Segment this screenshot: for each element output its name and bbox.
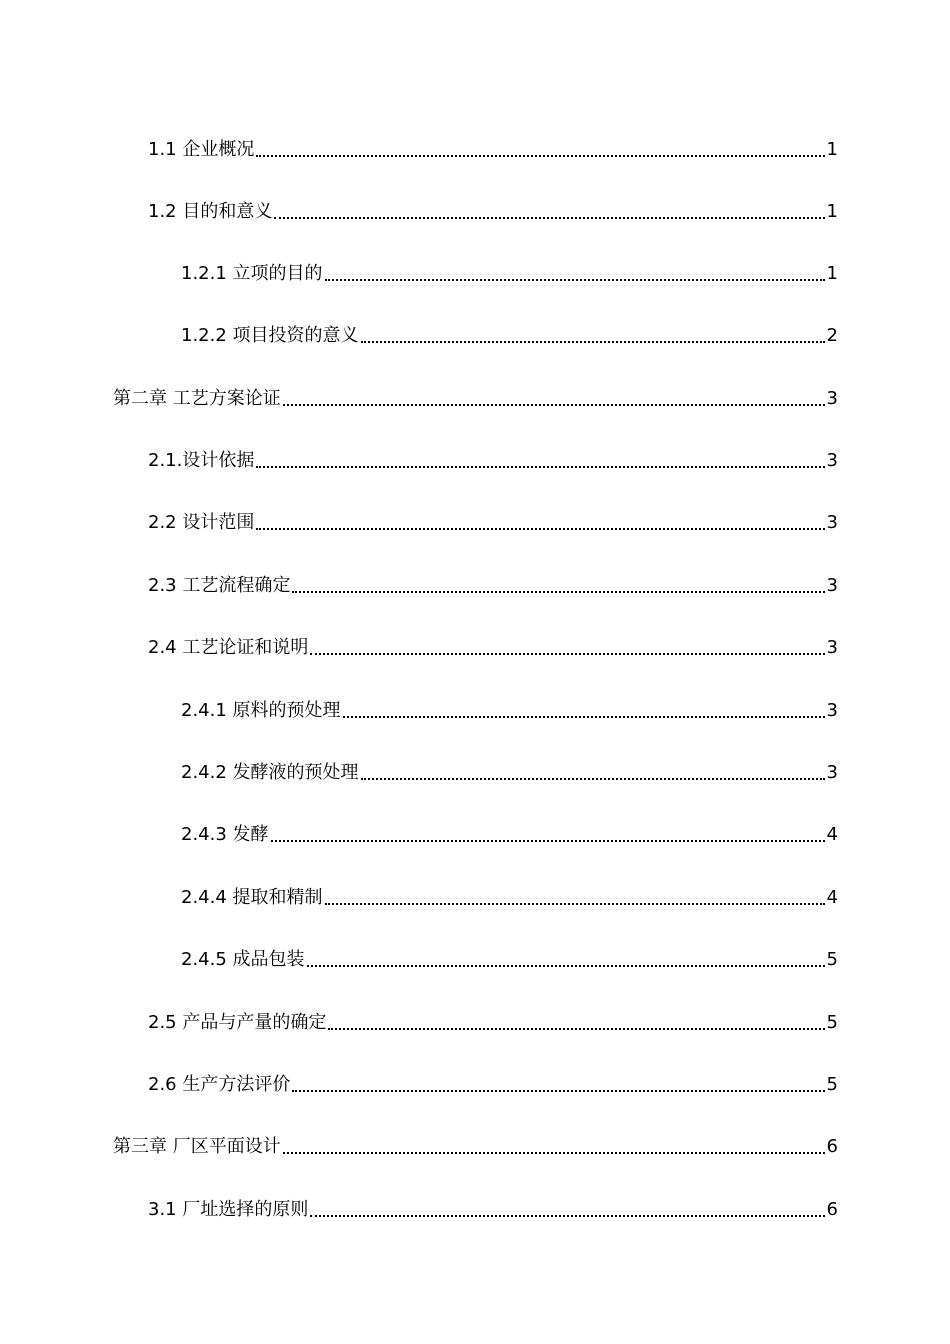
toc-leader-dots [292, 1090, 824, 1092]
toc-entry-title: 2.4.3 发酵 [181, 824, 269, 845]
toc-entry[interactable] [181, 821, 838, 849]
toc-entry[interactable] [181, 697, 838, 725]
toc-entry-title: 3.1 厂址选择的原则 [148, 1199, 309, 1220]
toc-leader-dots [328, 1028, 824, 1030]
toc-entry-page: 6 [826, 1136, 838, 1157]
toc-entry-title: 2.4 工艺论证和说明 [148, 637, 309, 658]
toc-entry-page: 5 [826, 949, 838, 970]
toc-entry-title: 2.5 产品与产量的确定 [148, 1012, 327, 1033]
toc-leader-dots [325, 279, 825, 281]
toc-entry[interactable] [148, 509, 838, 537]
toc-entry-title: 2.3 工艺流程确定 [148, 575, 291, 596]
toc-leader-dots [310, 653, 824, 655]
toc-entry-title: 第三章 厂区平面设计 [113, 1136, 281, 1157]
toc-entry-title: 1.2.2 项目投资的意义 [181, 325, 359, 346]
toc-entry-page: 3 [826, 575, 838, 596]
toc-entry[interactable] [148, 634, 838, 662]
toc-entry[interactable] [148, 1196, 838, 1224]
toc-entry-title: 2.6 生产方法评价 [148, 1074, 291, 1095]
toc-entry[interactable] [181, 260, 838, 288]
toc-entry[interactable] [148, 1009, 838, 1037]
toc-leader-dots [343, 716, 825, 718]
toc-leader-dots [274, 217, 824, 219]
toc-entry[interactable] [148, 198, 838, 226]
toc-entry-title: 2.4.5 成品包装 [181, 949, 305, 970]
toc-entry-title: 第二章 工艺方案论证 [113, 388, 281, 409]
toc-entry-page: 1 [826, 263, 838, 284]
toc-leader-dots [256, 528, 824, 530]
toc-entry[interactable] [113, 385, 838, 413]
toc-entry[interactable] [181, 322, 838, 350]
toc-entry-title: 2.4.1 原料的预处理 [181, 700, 341, 721]
toc-leader-dots [361, 778, 825, 780]
toc-entry-page: 3 [826, 637, 838, 658]
toc-leader-dots [292, 591, 824, 593]
toc-leader-dots [361, 341, 825, 343]
toc-entry-page: 4 [826, 887, 838, 908]
toc-leader-dots [307, 965, 825, 967]
toc-leader-dots [283, 1152, 825, 1154]
toc-entry-title: 1.2 目的和意义 [148, 201, 273, 222]
toc-entry-page: 5 [826, 1012, 838, 1033]
toc-entry-title: 1.1 企业概况 [148, 139, 255, 160]
toc-entry-page: 2 [826, 325, 838, 346]
toc-entry-page: 1 [826, 201, 838, 222]
toc-leader-dots [256, 466, 824, 468]
toc-leader-dots [271, 840, 825, 842]
toc-entry-title: 2.4.4 提取和精制 [181, 887, 323, 908]
toc-entry[interactable] [181, 884, 838, 912]
toc-entry[interactable] [148, 447, 838, 475]
toc-entry[interactable] [148, 136, 838, 164]
toc-entry[interactable] [181, 759, 838, 787]
toc-leader-dots [256, 155, 824, 157]
toc-entry[interactable] [148, 572, 838, 600]
toc-entry-page: 5 [826, 1074, 838, 1095]
toc-entry-page: 3 [826, 762, 838, 783]
toc-entry[interactable] [148, 1071, 838, 1099]
toc-entry[interactable] [181, 946, 838, 974]
toc-entry-page: 3 [826, 450, 838, 471]
toc-entry-page: 1 [826, 139, 838, 160]
toc-entry-page: 4 [826, 824, 838, 845]
toc-entry-title: 2.2 设计范围 [148, 512, 255, 533]
toc-entry-page: 3 [826, 512, 838, 533]
toc-entry-page: 6 [826, 1199, 838, 1220]
toc-leader-dots [325, 903, 825, 905]
toc-entry-title: 1.2.1 立项的目的 [181, 263, 323, 284]
toc-entry-title: 2.1.设计依据 [148, 450, 255, 471]
toc-entry[interactable] [113, 1133, 838, 1161]
toc-leader-dots [310, 1215, 824, 1217]
toc-entry-title: 2.4.2 发酵液的预处理 [181, 762, 359, 783]
toc-entry-page: 3 [826, 388, 838, 409]
toc-leader-dots [283, 404, 825, 406]
toc-entry-page: 3 [826, 700, 838, 721]
